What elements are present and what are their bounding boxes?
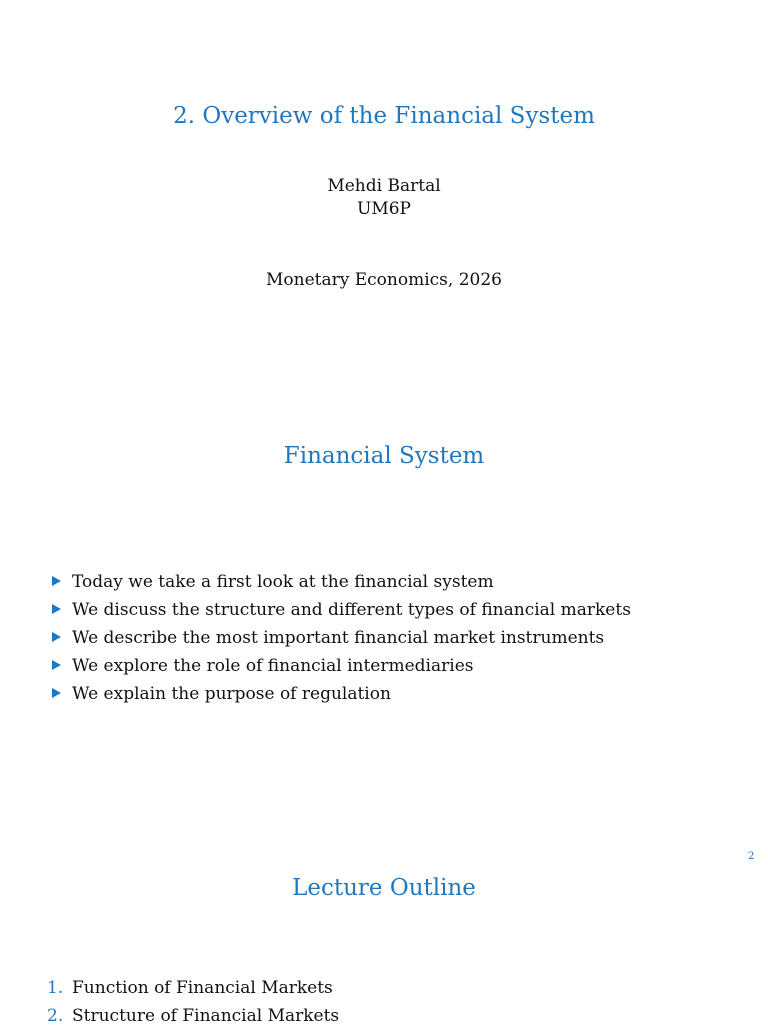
institute-name: UM6P [357, 199, 411, 219]
presentation-title: 2. Overview of the Financial System [173, 103, 595, 129]
outline-item [0, 978, 768, 1006]
financial-system-title: Financial System [283, 443, 485, 469]
bullet-text: Today we take a first look at the financial system [72, 572, 494, 592]
bullet-text: We explain the purpose of regulation [72, 684, 391, 704]
triangle-bullet-icon [52, 604, 61, 614]
triangle-bullet-icon [52, 632, 61, 642]
bullet-text: We describe the most important financial market instruments [72, 628, 605, 648]
bullet-text: We discuss the structure and different types of financial markets [72, 600, 631, 620]
outline-item-label: Structure of Financial Markets [72, 1006, 340, 1026]
bullet-item [0, 572, 768, 600]
bullet-text: We explore the role of financial intermediaries [72, 656, 474, 676]
triangle-bullet-icon [52, 660, 61, 670]
lecture-outline-title: Lecture Outline [292, 875, 476, 901]
bullet-item [0, 656, 768, 684]
bullet-item [0, 600, 768, 628]
triangle-bullet-icon [52, 688, 61, 698]
outline-item [0, 1006, 768, 1034]
bullet-item [0, 684, 768, 712]
page-number: 2 [748, 851, 755, 862]
outline-item-label: Function of Financial Markets [72, 978, 333, 998]
outline-item-number: 1. [47, 978, 64, 998]
course-line: Monetary Economics, 2026 [266, 270, 502, 290]
triangle-bullet-icon [52, 576, 61, 586]
author-name: Mehdi Bartal [327, 176, 441, 196]
bullet-item [0, 628, 768, 656]
outline-item-number: 2. [47, 1006, 64, 1026]
